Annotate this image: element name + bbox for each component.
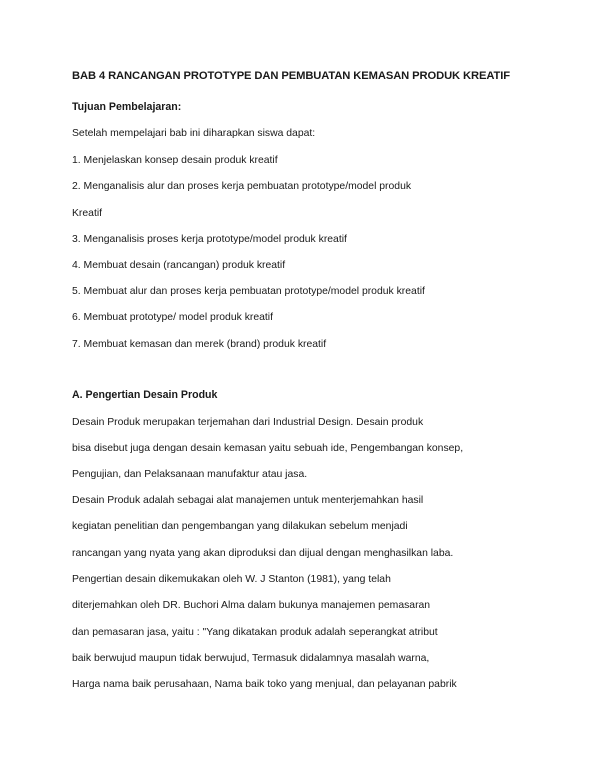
objectives-heading: Tujuan Pembelajaran:	[72, 101, 182, 113]
section-a-heading: A. Pengertian Desain Produk	[72, 389, 218, 401]
objective-item: 2. Menganalisis alur dan proses kerja pembuatan prototype/model produk	[72, 181, 412, 192]
paragraph-line: dan pemasaran jasa, yaitu : "Yang dikatakan produk adalah seperangkat atribut	[72, 627, 438, 638]
paragraph-line: Pengujian, dan Pelaksanaan manufaktur atau jasa.	[72, 469, 308, 480]
paragraph-line: kegiatan penelitian dan pengembangan yang dilakukan sebelum menjadi	[72, 521, 408, 532]
paragraph-line: diterjemahkan oleh DR. Buchori Alma dalam bukunya manajemen pemasaran	[72, 600, 431, 611]
chapter-title: BAB 4 RANCANGAN PROTOTYPE DAN PEMBUATAN KEMASAN PRODUK KREATIF	[72, 70, 510, 82]
objectives-intro: Setelah mempelajari bab ini diharapkan siswa dapat:	[72, 128, 316, 139]
paragraph-line: bisa disebut juga dengan desain kemasan yaitu sebuah ide, Pengembangan konsep,	[72, 443, 464, 454]
objective-item: 4. Membuat desain (rancangan) produk kreatif	[72, 260, 286, 271]
paragraph-line: Desain Produk merupakan terjemahan dari Industrial Design. Desain produk	[72, 417, 424, 428]
paragraph-line: baik berwujud maupun tidak berwujud, Termasuk didalamnya masalah warna,	[72, 653, 430, 664]
paragraph-line: Pengertian desain dikemukakan oleh W. J Stanton (1981), yang telah	[72, 574, 391, 585]
objective-item: 7. Membuat kemasan dan merek (brand) produk kreatif	[72, 339, 327, 350]
paragraph-line: Harga nama baik perusahaan, Nama baik toko yang menjual, dan pelayanan pabrik	[72, 679, 457, 690]
paragraph-line: rancangan yang nyata yang akan diproduksi dan dijual dengan menghasilkan laba.	[72, 548, 454, 559]
objective-item: 1. Menjelaskan konsep desain produk kreatif	[72, 155, 278, 166]
objective-item: 6. Membuat prototype/ model produk kreatif	[72, 312, 273, 323]
paragraph-line: Desain Produk adalah sebagai alat manajemen untuk menterjemahkan hasil	[72, 495, 424, 506]
objective-item: 5. Membuat alur dan proses kerja pembuatan prototype/model produk kreatif	[72, 286, 425, 297]
objective-item: 3. Menganalisis proses kerja prototype/model produk kreatif	[72, 234, 347, 245]
objective-item-continuation: Kreatif	[72, 208, 103, 219]
